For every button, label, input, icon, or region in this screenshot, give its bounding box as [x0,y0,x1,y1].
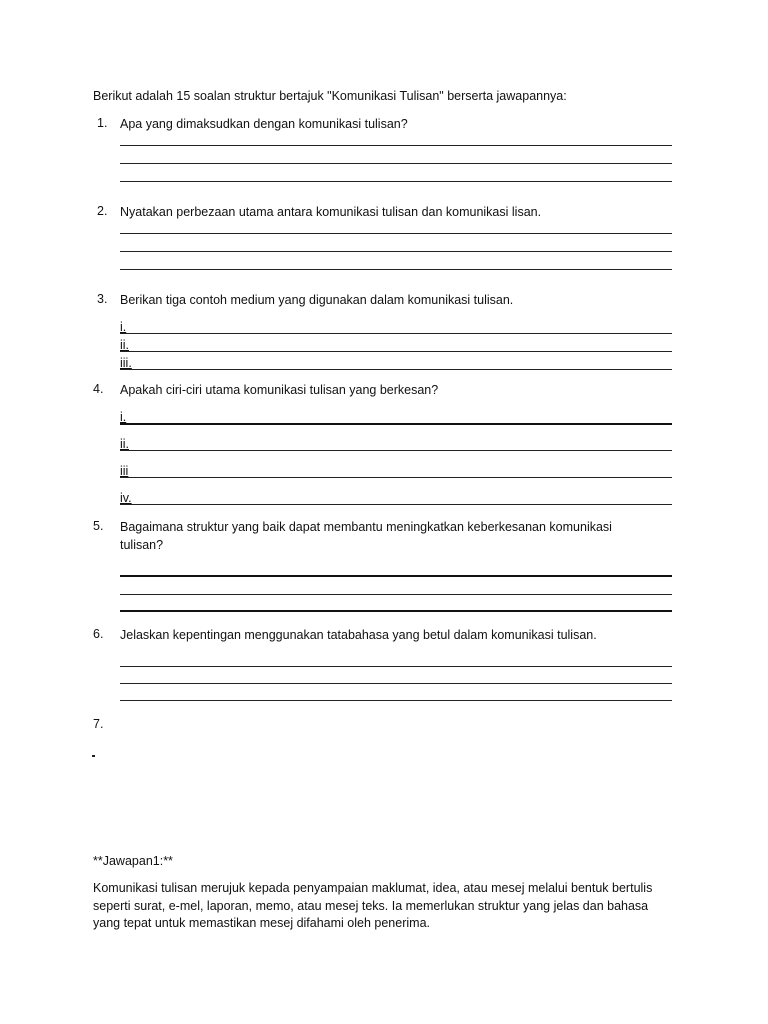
answer-line[interactable] [120,269,672,270]
answer-line[interactable] [120,700,672,701]
question-number: 1. [97,116,108,130]
subitem-label: ii. [120,338,130,352]
intro-text: Berikut adalah 15 soalan struktur bertajuk "Komunikasi Tulisan" berserta jawapannya: [93,89,567,103]
question-number: 4. [93,382,104,396]
stray-mark [92,755,95,757]
question-text: Berikan tiga contoh medium yang digunakan dalam komunikasi tulisan. [120,293,514,307]
subitem-label: iv. [120,491,132,505]
answer-subline[interactable] [120,336,672,352]
question-number: 7. [93,717,104,731]
subitem-label: iii. [120,356,132,370]
question-text: Apa yang dimaksudkan dengan komunikasi tulisan? [120,117,408,131]
answer-line[interactable] [120,233,672,234]
answer-subline[interactable] [120,318,672,334]
question-text: Nyatakan perbezaan utama antara komunikasi tulisan dan komunikasi lisan. [120,205,542,219]
answer-subline[interactable] [120,462,672,478]
answer-line[interactable] [120,181,672,182]
question-number: 5. [93,519,104,533]
subitem-label: iii [120,464,129,478]
subitem-label: i. [120,410,127,424]
subitem-label: ii. [120,437,130,451]
question-number: 6. [93,627,104,641]
answer-body: Komunikasi tulisan merujuk kepada penyampaian maklumat, idea, atau mesej melalui bentuk bertulis seperti surat, e-mel, laporan, memo, atau mesej teks. Ia memerlukan struktur yang jelas dan bahasa yang tepat untuk memastikan mesej difahami oleh penerima. [93,881,653,930]
subitem-label: i. [120,320,127,334]
answer-line[interactable] [120,666,672,667]
answer-line[interactable] [120,610,672,612]
question-number: 3. [97,292,108,306]
question-number: 2. [97,204,108,218]
question-text: Bagaimana struktur yang baik dapat membantu meningkatkan keberkesanan komunikasi tulisan? [120,520,612,552]
answer-heading: **Jawapan1:** [93,854,173,868]
answer-line[interactable] [120,594,672,595]
answer-line[interactable] [120,251,672,252]
answer-subline[interactable] [120,408,672,425]
answer-line[interactable] [120,145,672,146]
answer-line[interactable] [120,163,672,164]
question-text: Jelaskan kepentingan menggunakan tatabahasa yang betul dalam komunikasi tulisan. [120,628,597,642]
answer-subline[interactable] [120,489,672,505]
question-text: Apakah ciri-ciri utama komunikasi tulisan yang berkesan? [120,383,439,397]
answer-subline[interactable] [120,354,672,370]
answer-line[interactable] [120,575,672,577]
answer-line[interactable] [120,683,672,684]
answer-subline[interactable] [120,435,672,451]
